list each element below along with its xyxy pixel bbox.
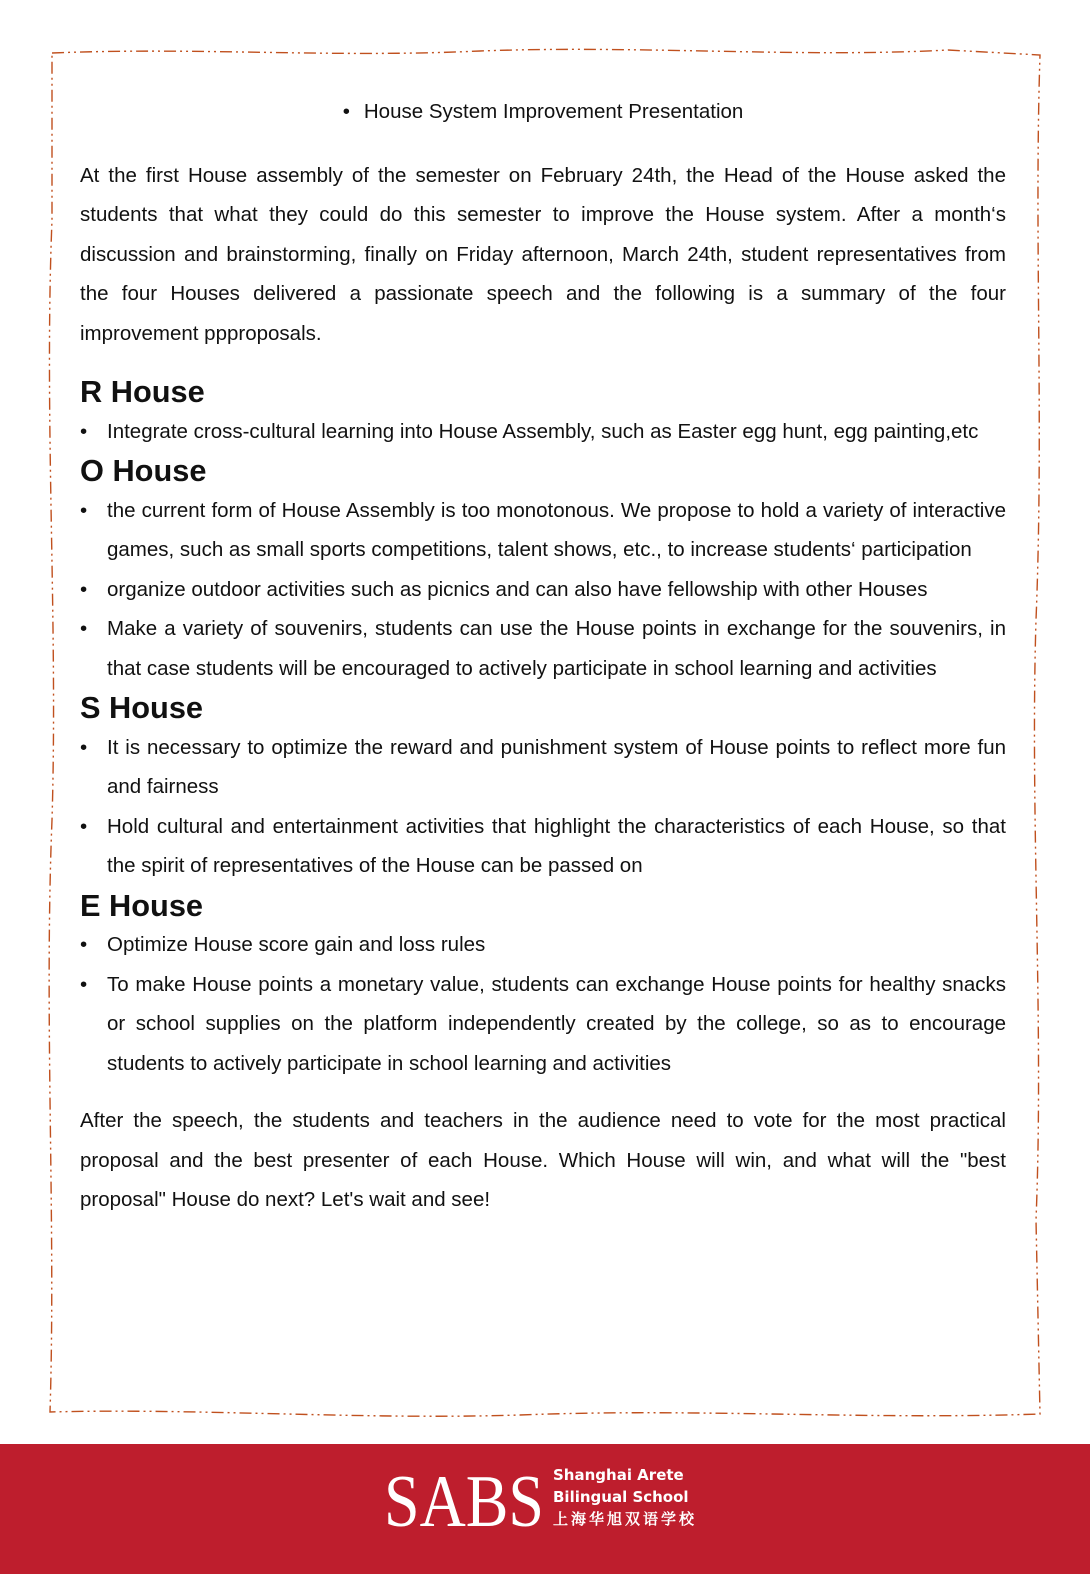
- school-logo-text: SABS: [384, 1461, 544, 1543]
- house-section-r: [80, 372, 1006, 451]
- proposal-item: [80, 491, 1006, 570]
- title-bullet: •: [342, 100, 350, 123]
- house-heading-r: R House: [80, 374, 205, 409]
- proposal-text: Hold cultural and entertainment activities that highlight the characteristics of each House, so that the spirit of representatives of the House can be passed on: [107, 814, 1006, 877]
- bullet-glyph: •: [80, 498, 88, 522]
- footer-banner: [0, 1444, 1090, 1574]
- school-logo: [384, 1461, 544, 1543]
- intro-paragraph: At the first House assembly of the semester on February 24th, the Head of the House asked the students that what they could do this semester to improve the House system. After a month‘s discussion and brainstorming, finally on Friday afternoon, March 24th, student representatives from the four Houses delivered a passionate speech and the following is a summary of the four improvement ppproposals.: [80, 163, 1006, 345]
- proposal-list-o: [80, 491, 1006, 689]
- house-section-s: [80, 688, 1006, 886]
- proposal-text: organize outdoor activities such as picnics and can also have fellowship with other Houses: [107, 577, 928, 601]
- proposal-item: [80, 807, 1006, 886]
- proposal-item: [80, 412, 1006, 452]
- bullet-glyph: •: [80, 617, 88, 640]
- proposal-text: the current form of House Assembly is too monotonous. We propose to hold a variety of interactive games, such as small sports competitions, talent shows, etc., to increase students‘ participation: [107, 498, 1006, 561]
- proposal-list-e: [80, 925, 1006, 1083]
- bullet-glyph: •: [80, 933, 88, 956]
- article-title-text: House System Improvement Presentation: [363, 100, 744, 123]
- proposal-item: [80, 925, 1006, 965]
- bullet-glyph: •: [80, 419, 88, 443]
- closing-paragraph: After the speech, the students and teachers in the audience need to vote for the most practical proposal and the best presenter of each House. Which House will win, and what will the "best proposal" House do next? Let's wait and see!: [80, 1109, 1006, 1211]
- school-name-en-line2: Bilingual School: [553, 1488, 689, 1506]
- bullet-glyph: •: [80, 972, 88, 996]
- house-section-o: [80, 451, 1006, 688]
- article: [80, 92, 1006, 1220]
- proposal-text: Optimize House score gain and loss rules: [107, 933, 486, 956]
- proposal-text: Integrate cross-cultural learning into House Assembly, such as Easter egg hunt, egg painting,etc: [107, 419, 979, 443]
- proposal-list-r: [80, 412, 1006, 452]
- school-name-en-line1: Shanghai Arete: [553, 1466, 684, 1484]
- proposal-item: [80, 570, 1006, 610]
- house-heading-e: E House: [80, 887, 204, 923]
- proposal-item: [80, 609, 1006, 688]
- bullet-glyph: •: [80, 735, 88, 759]
- house-section-e: [80, 886, 1006, 1084]
- proposal-text: To make House points a monetary value, students can exchange House points for healthy snacks or school supplies on the platform independently created by the college, so as to encourage students to actively participate in school learning and activities: [107, 972, 1006, 1075]
- school-name-cn: 上海华旭双语学校: [553, 1510, 698, 1528]
- house-heading-s: S House: [80, 690, 204, 725]
- proposal-text: Make a variety of souvenirs, students can use the House points in exchange for the souvenirs, in that case students will be encouraged to actively participate in school learning and activities: [107, 617, 1006, 680]
- house-heading-o: O House: [80, 453, 207, 488]
- proposal-text: It is necessary to optimize the reward and punishment system of House points to reflect more fun and fairness: [107, 735, 1006, 798]
- proposal-item: [80, 728, 1006, 807]
- school-name-block: [553, 1464, 697, 1530]
- proposal-list-s: [80, 728, 1006, 886]
- bullet-glyph: •: [80, 577, 88, 601]
- proposal-item: [80, 965, 1006, 1084]
- article-title: [80, 92, 1006, 132]
- bullet-glyph: •: [80, 814, 88, 838]
